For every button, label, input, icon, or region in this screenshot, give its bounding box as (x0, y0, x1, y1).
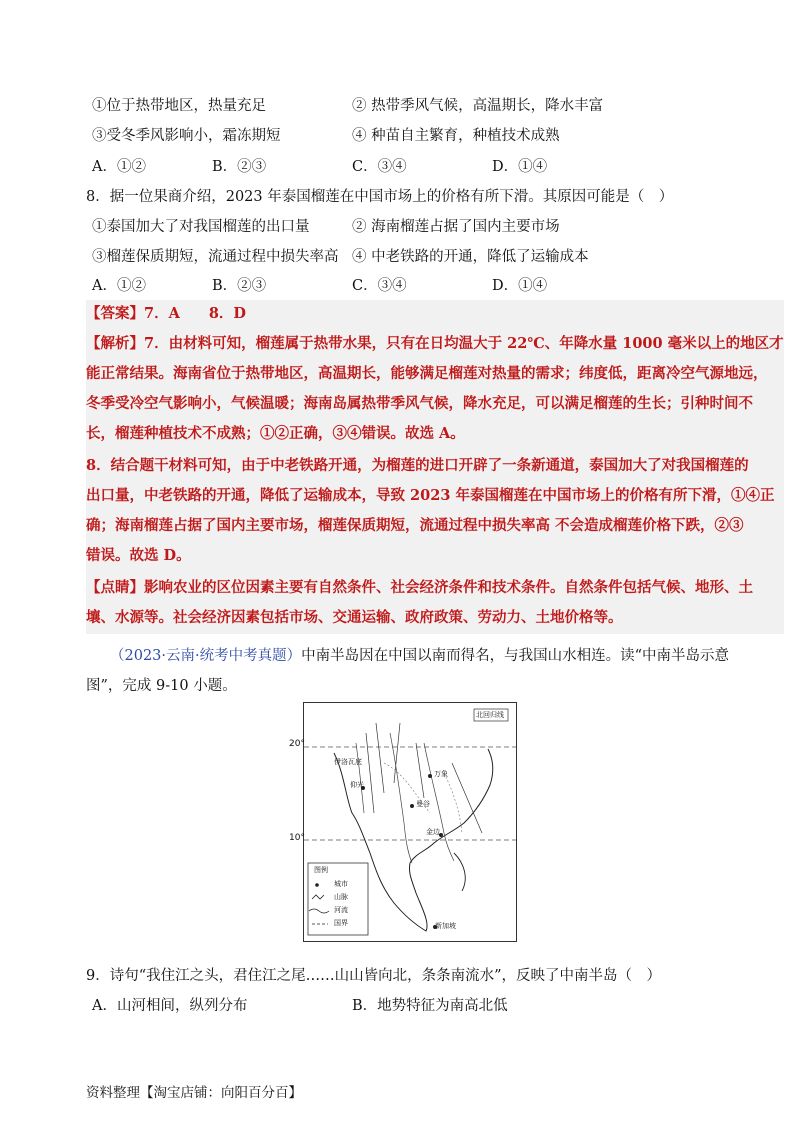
question-source: （2023·云南·统考中考真题） (110, 648, 302, 664)
intro-text-1: 中南半岛因在中国以南而得名，与我国山水相连。读“中南半岛示意 (301, 648, 730, 664)
region-ayeyarwady-label: 伊洛瓦底 (334, 758, 362, 766)
q7-option-4: ④ 种苗自主繁育，种植技术成熟 (352, 128, 560, 144)
tip-tag: 【点睛】 (86, 579, 144, 596)
q8-option-4: ④ 中老铁路的开通，降低了运输成本 (352, 249, 589, 265)
q8-choice-a: A．①② (92, 278, 146, 294)
analysis-tag: 【解析】 (86, 335, 144, 352)
q8-option-1: ①泰国加大了对我国榴莲的出口量 (92, 219, 310, 235)
analysis-line-6: 出口量，中老铁路的开通，降低了运输成本，导致 2023 年泰国榴莲在中国市场上的价格有所下滑，①④正 (86, 487, 775, 504)
q7-option-2: ② 热带季风气候，高温期长，降水丰富 (352, 98, 604, 114)
q8-option-3: ③榴莲保质期短，流通过程中损失率高 (92, 249, 339, 265)
footer-source: 资料整理【淘宝店铺：向阳百分百】 (86, 1085, 302, 1101)
q7-choice-c: C．③④ (352, 159, 407, 175)
tropic-label: 北回归线 (476, 711, 504, 719)
legend-border: 国界 (334, 919, 348, 927)
q7-choice-d: D．①④ (492, 159, 548, 175)
legend-mountain: 山脉 (334, 893, 348, 901)
q8-choice-c: C．③④ (352, 278, 407, 294)
tip-line-2: 壤、水源等。社会经济因素包括市场、交通运输、政府政策、劳动力、土地价格等。 (86, 609, 623, 626)
q7-choice-b: B．②③ (212, 159, 267, 175)
latitude-10-label: 10° (289, 833, 305, 843)
analysis-line-4: 长，榴莲种植技术不成熟；①②正确，③④错误。故选 A。 (86, 425, 465, 442)
city-bangkok-label: 曼谷 (416, 800, 430, 808)
tip-line-1 (86, 578, 753, 598)
analysis-text-1: 7．由材料可知，榴莲属于热带水果，只有在日均温大于 22℃、年降水量 1000 毫米以上的地区才 (144, 335, 784, 352)
answer-line (86, 304, 246, 324)
tip-text-1: 影响农业的区位因素主要有自然条件、社会经济条件和技术条件。自然条件包括气候、地形、土 (144, 579, 753, 596)
intro-line-1 (110, 646, 729, 666)
intro-line-2: 图”，完成 9-10 小题。 (86, 678, 237, 694)
latitude-20-label: 20° (289, 739, 305, 749)
city-singapore-label: 新加坡 (435, 922, 456, 930)
q8-stem: 8．据一位果商介绍，2023 年泰国榴莲在中国市场上的价格有所下滑。其原因可能是（ ） (86, 189, 674, 205)
analysis-line-7: 确；海南榴莲占据了国内主要市场，榴莲保质期短，流通过程中损失率高 不会造成榴莲价格下跌，②③ (86, 517, 744, 534)
q7-option-3: ③受冬季风影响小，霜冻期短 (92, 128, 281, 144)
q9-stem: 9．诗句“我住江之头，君住江之尾……山山皆向北，条条南流水”，反映了中南半岛（ ） (86, 968, 662, 984)
legend-city: 城市 (334, 880, 348, 888)
analysis-line-1 (86, 334, 784, 354)
analysis-line-2: 能正常结果。海南省位于热带地区，高温期长，能够满足榴莲对热量的需求；纬度低，距离冷空气源地远， (86, 365, 768, 382)
legend-title: 图例 (314, 866, 328, 874)
q7-option-1: ①位于热带地区，热量充足 (92, 98, 266, 114)
q7-choice-a: A．①② (92, 159, 146, 175)
analysis-line-3: 冬季受冷空气影响小，气候温暖；海南岛属热带季风气候，降水充足，可以满足榴莲的生长；引种时间不 (86, 395, 753, 412)
city-phnompenh-label: 金边 (426, 828, 440, 836)
answer-analysis-box (86, 300, 784, 634)
q8-choice-b: B．②③ (212, 278, 267, 294)
analysis-line-5: 8．结合题干材料可知，由于中老铁路开通，为榴莲的进口开辟了一条新通道，泰国加大了对我国榴莲的 (86, 457, 749, 474)
answer-tag: 【答案】 (86, 305, 144, 322)
city-vientiane-label: 万象 (434, 770, 448, 778)
indochina-map (289, 702, 517, 942)
q8-option-2: ② 海南榴莲占据了国内主要市场 (352, 219, 560, 235)
legend-river: 河流 (334, 906, 348, 914)
q9-choice-a: A．山河相间，纵列分布 (92, 998, 248, 1014)
answer-text: 7．A 8．D (144, 305, 247, 322)
q8-choice-d: D．①④ (492, 278, 548, 294)
city-yangon-label: 仰光 (350, 781, 364, 789)
analysis-line-8: 错误。故选 D。 (86, 547, 191, 564)
q9-choice-b: B．地势特征为南高北低 (352, 998, 508, 1014)
